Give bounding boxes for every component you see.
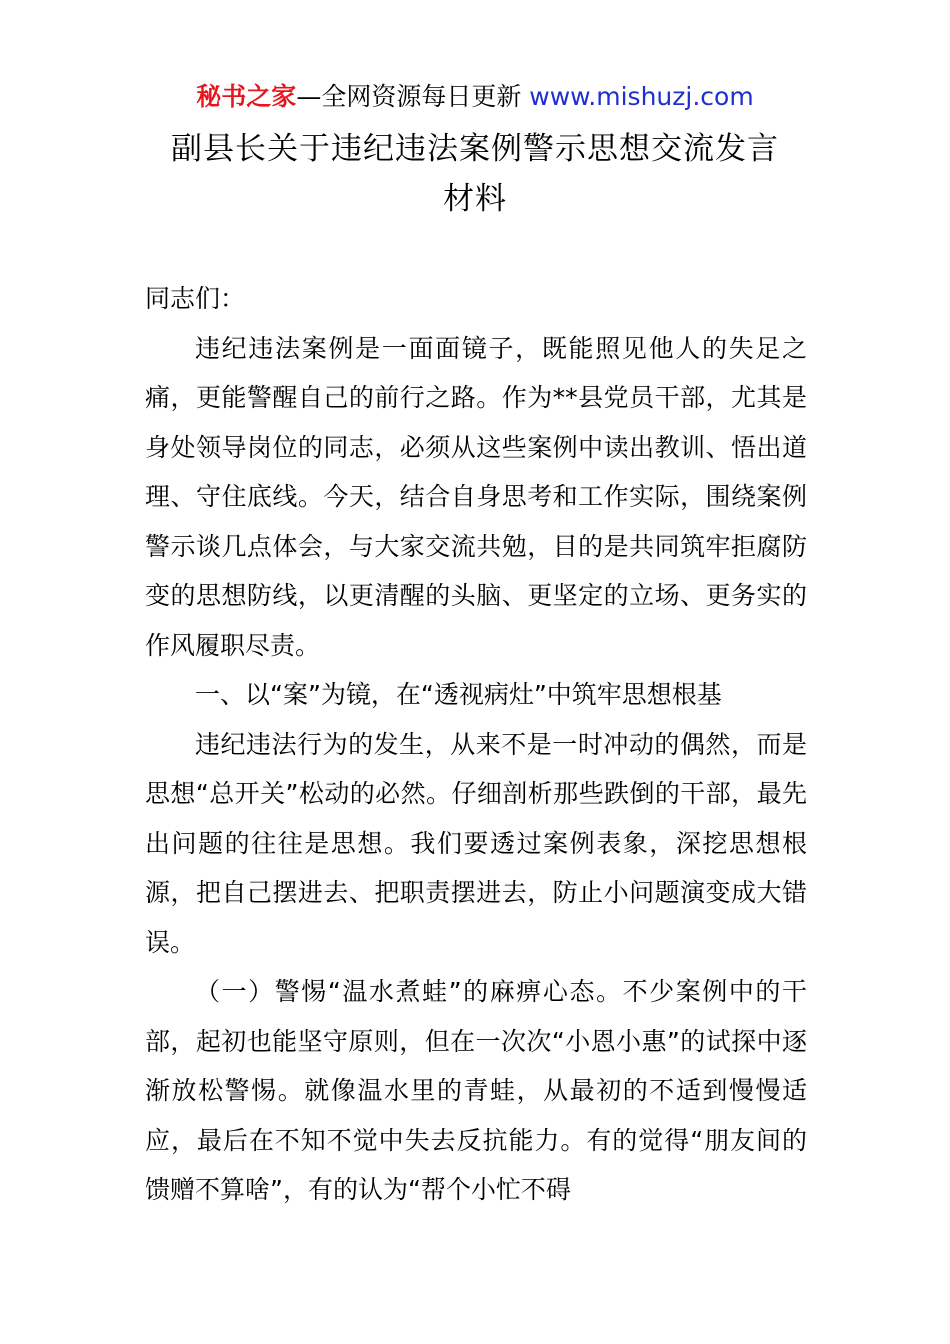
document-title	[140, 124, 810, 224]
salutation: 同志们：	[145, 284, 246, 313]
document-body	[145, 274, 807, 1215]
paragraph-section-1: 违纪违法行为的发生，从来不是一时冲动的偶然，而是思想“总开关”松动的必然。仔细剖析那些跌倒的干部，最先出问题的往往是思想。我们要透过案例表象，深挖思想根源，把自己摆进去、把职责摆进去，防止小问题演变成大错误。	[145, 729, 807, 957]
paragraph-subsection-1: （一）警惕“温水煮蛙”的麻痹心态。不少案例中的干部，起初也能坚守原则，但在一次次“小恩小惠”的试探中逐渐放松警惕。就像温水里的青蛙，从最初的不适到慢慢适应，最后在不知不觉中失去反抗能力。有的觉得“朋友间的馈赠不算啥”，有的认为“帮个小忙不碍	[145, 977, 807, 1204]
title-line-1: 副县长关于违纪违法案例警示思想交流发言	[171, 131, 779, 167]
section-heading-1: 一、以“案”为镜，在“透视病灶”中筑牢思想根基	[195, 680, 722, 709]
title-line-2: 材料	[443, 181, 507, 217]
brand-name: 秘书之家	[196, 82, 297, 111]
site-header	[0, 80, 950, 114]
paragraph-intro: 违纪违法案例是一面面镜子，既能照见他人的失足之痛，更能警醒自己的前行之路。作为**县党员干部，尤其是身处领导岗位的同志，必须从这些案例中读出教训、悟出道理、守住底线。今天，结合自身思考和工作实际，围绕案例警示谈几点体会，与大家交流共勉，目的是共同筑牢拒腐防变的思想防线，以更清醒的头脑、更坚定的立场、更务实的作风履职尽责。	[145, 333, 807, 660]
header-tagline: —全网资源每日更新	[296, 82, 530, 111]
site-url-link[interactable]: www.mishuzj.com	[529, 82, 754, 111]
